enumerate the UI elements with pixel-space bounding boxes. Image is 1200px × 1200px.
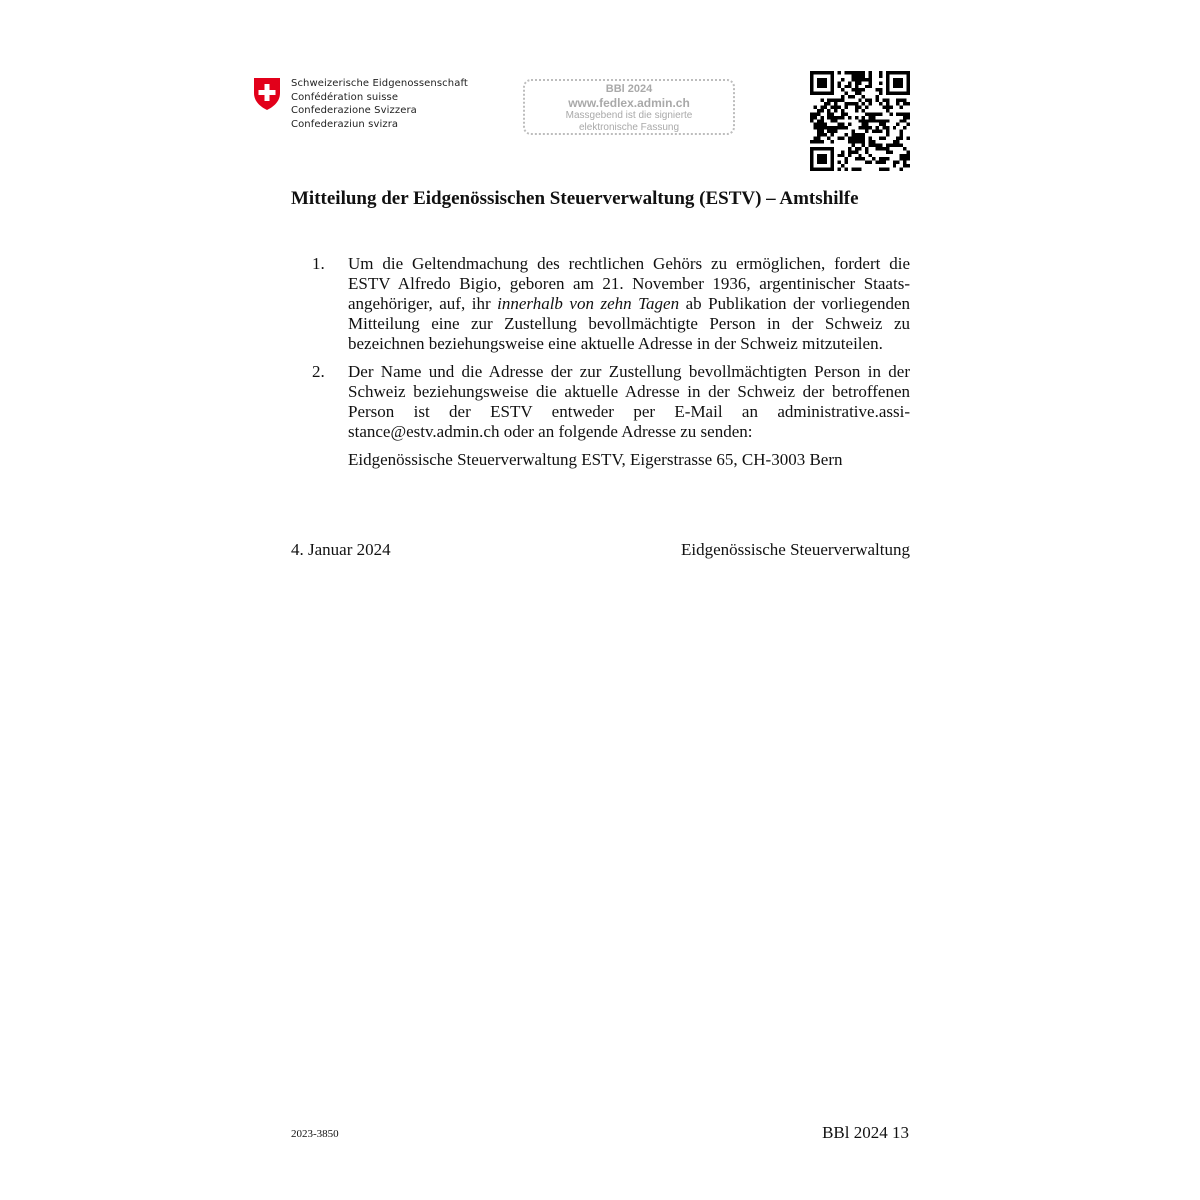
confederation-line-fr: Confédération suisse: [291, 91, 399, 103]
document-reference: 2023-3850: [291, 1128, 339, 1140]
confederation-line-rm: Confederaziun svizra: [291, 118, 399, 130]
postal-address: Eidgenössische Steuerverwaltung ESTV, Eigerstrasse 65, CH-3003 Bern: [348, 450, 843, 469]
item-text-before: Um die Geltendmachung des rechtlichen Gehörs zu ermöglichen, fordert die ESTV Alfredo Bigio, geboren am 21. November 1936, argentinischer Staatsangehöriger, auf, ihr: [348, 254, 910, 313]
item-text-after: ab Publikation der vorliegenden Mitteilung eine zur Zustellung bevollmächtigte Person in der Schweiz zu bezeichnen beziehungsweise eine aktuelle Adresse in der Schweiz mitzuteilen.: [348, 294, 911, 353]
list-item-number: 2.: [312, 362, 325, 381]
stamp-url: www.fedlex.admin.ch: [568, 96, 690, 110]
qr-code-icon: [810, 71, 910, 171]
swiss-cross-shield-icon: [253, 77, 281, 111]
list-item: [291, 362, 910, 470]
document-title: Mitteilung der Eidgenössischen Steuerverwaltung (ESTV) – Amtshilfe: [291, 188, 859, 209]
numbered-list: [291, 254, 910, 478]
issue-date: 4. Januar 2024: [291, 540, 391, 559]
list-item: [291, 254, 910, 354]
page-reference: BBl 2024 13: [822, 1123, 909, 1142]
stamp-note-2: elektronische Fassung: [578, 122, 680, 133]
list-item-text: [348, 254, 910, 354]
confederation-line-de: Schweizerische Eidgenossenschaft: [291, 78, 468, 89]
confederation-line-it: Confederazione Svizzera: [291, 105, 417, 116]
list-item-number: 1.: [312, 254, 325, 273]
stamp-issue: BBl 2024: [605, 83, 653, 95]
list-item-text: Der Name und die Adresse der zur Zustellung bevollmächtigten Person in der Schweiz beziehungsweise die aktuelle Adresse in der Schweiz der betroffenen Person ist der ESTV entweder per E-Mail an administrative.assistance@estv.admin.ch oder an folgende Adresse zu senden:: [348, 362, 910, 441]
publication-stamp: [523, 79, 735, 135]
stamp-note-1: Massgebend ist die signierte: [565, 110, 693, 121]
signer: Eidgenössische Steuerverwaltung: [681, 540, 910, 559]
confederation-wordmark: [291, 77, 468, 131]
item-text-emphasis: innerhalb von zehn Tagen: [497, 294, 680, 313]
